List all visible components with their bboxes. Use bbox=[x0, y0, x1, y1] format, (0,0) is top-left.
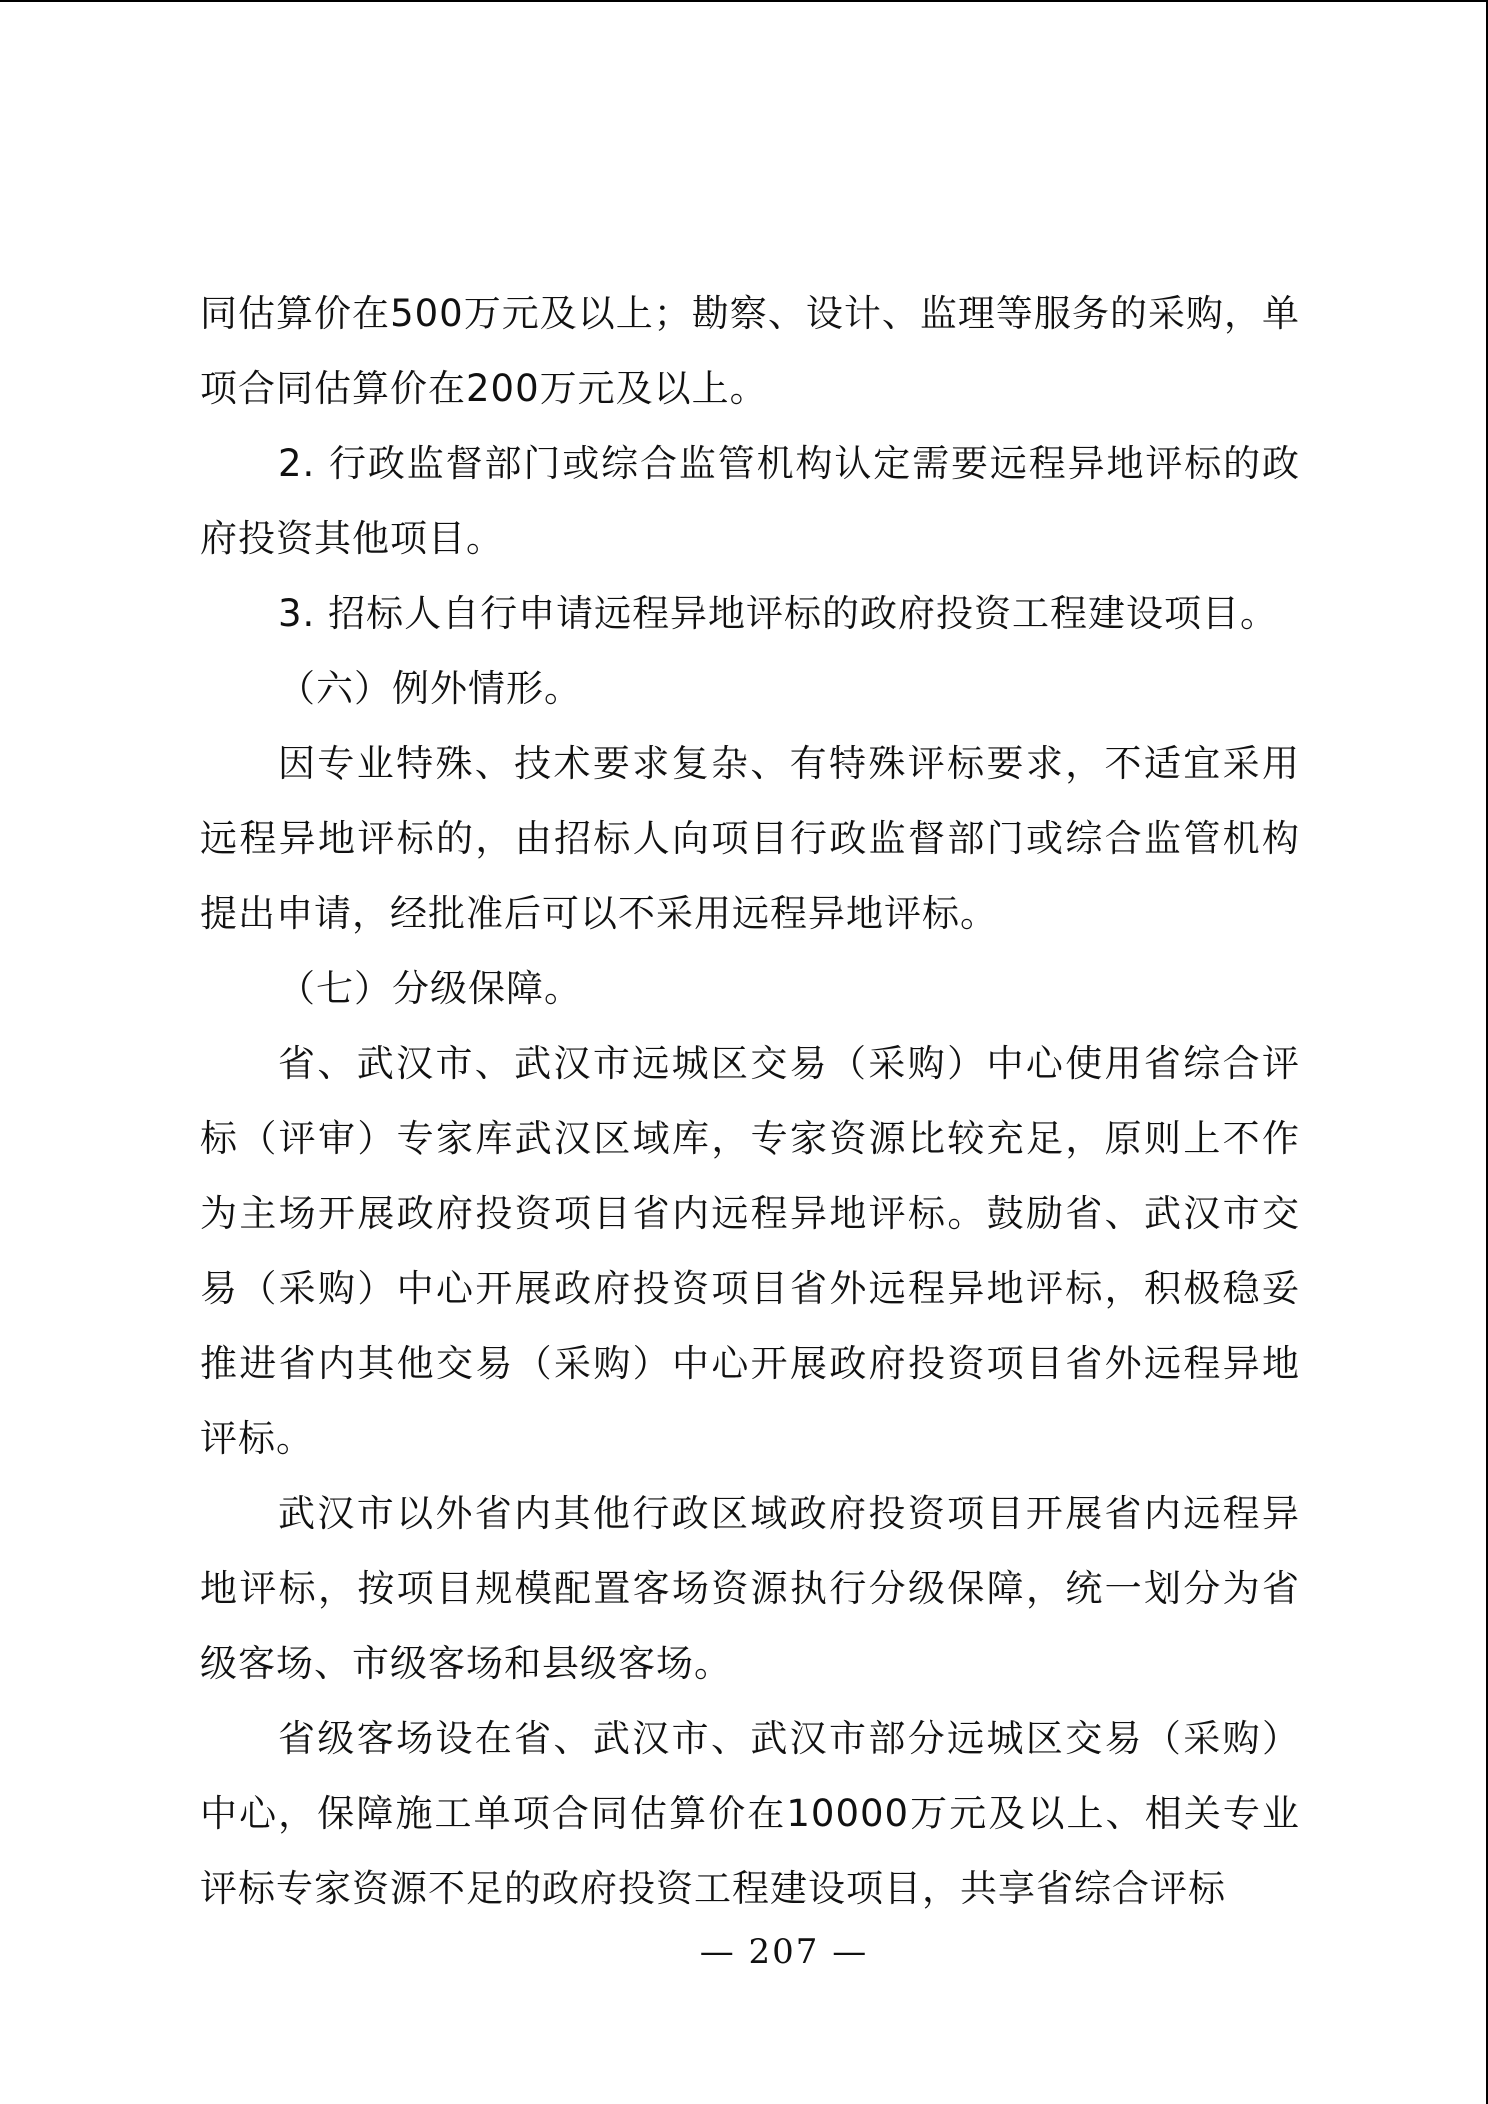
paragraph-exceptions: 因专业特殊、技术要求复杂、有特殊评标要求，不适宜采用远程异地评标的，由招标人向项目行政监督部门或综合监管机构提出申请，经批准后可以不采用远程异地评标。 bbox=[200, 742, 1300, 935]
paragraph-tiered-guarantee-3: 省级客场设在省、武汉市、武汉市部分远城区交易（采购）中心，保障施工单项合同估算价在10000万元及以上、相关专业评标专家资源不足的政府投资工程建设项目，共享省综合评标 bbox=[200, 1717, 1300, 1910]
body-text bbox=[200, 276, 1300, 1926]
section-heading-tiered-guarantee: （七）分级保障。 bbox=[278, 967, 582, 1010]
section-heading-exceptions: （六）例外情形。 bbox=[278, 667, 582, 710]
paragraph-tiered-guarantee-1: 省、武汉市、武汉市远城区交易（采购）中心使用省综合评标（评审）专家库武汉区域库，专家资源比较充足，原则上不作为主场开展政府投资项目省内远程异地评标。鼓励省、武汉市交易（采购）中心开展政府投资项目省外远程异地评标，积极稳妥推进省内其他交易（采购）中心开展政府投资项目省外远程异地评标。 bbox=[200, 1042, 1300, 1460]
paragraph-continuation: 同估算价在500万元及以上；勘察、设计、监理等服务的采购，单项合同估算价在200万元及以上。 bbox=[200, 292, 1300, 410]
paragraph-item-2: 2. 行政监督部门或综合监管机构认定需要远程异地评标的政府投资其他项目。 bbox=[200, 442, 1300, 560]
page-number: — 207 — bbox=[699, 1932, 869, 1972]
paragraph-tiered-guarantee-2: 武汉市以外省内其他行政区域政府投资项目开展省内远程异地评标，按项目规模配置客场资源执行分级保障，统一划分为省级客场、市级客场和县级客场。 bbox=[200, 1492, 1300, 1685]
page-border-top bbox=[0, 0, 1488, 2]
paragraph-item-3: 3. 招标人自行申请远程异地评标的政府投资工程建设项目。 bbox=[278, 592, 1279, 635]
